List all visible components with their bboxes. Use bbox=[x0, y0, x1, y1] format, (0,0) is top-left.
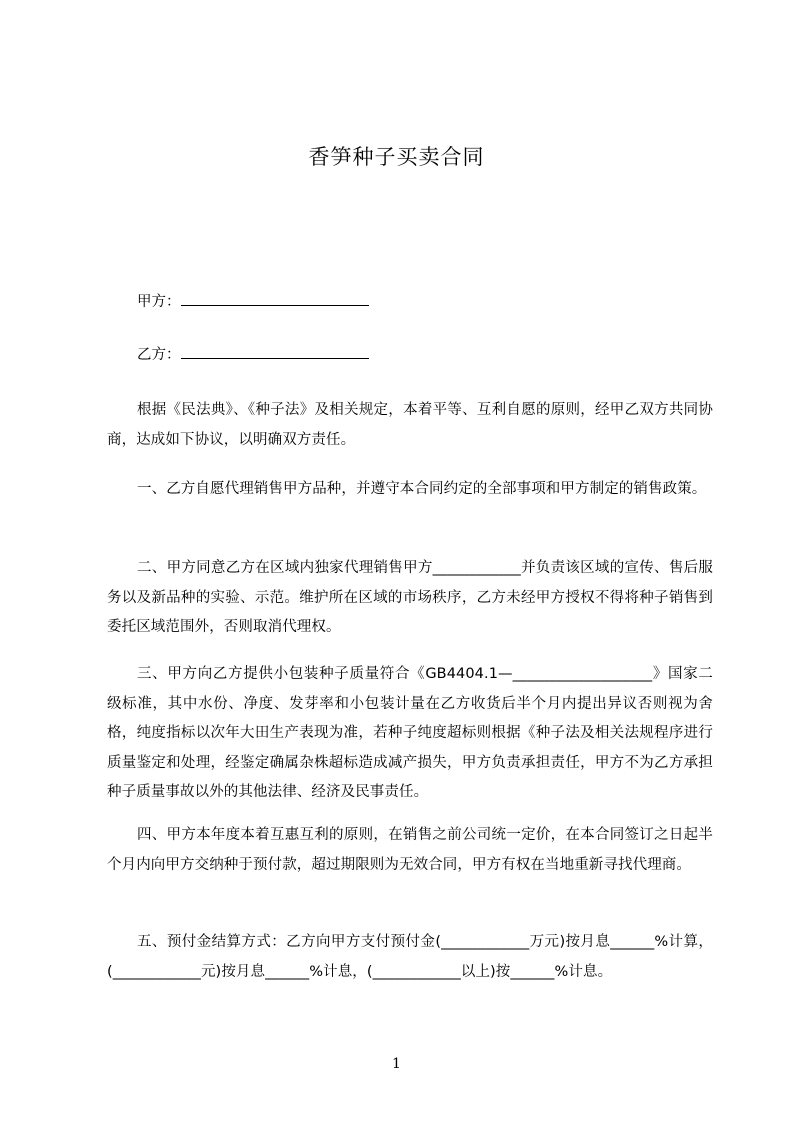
contract-title: 香笋种子买卖合同 bbox=[308, 145, 485, 169]
party-b-blank bbox=[181, 344, 369, 359]
page-number: 1 bbox=[392, 1056, 401, 1072]
clause-5: 五、预付金结算方式：乙方向甲方支付预付金(____________万元)按月息______%计算，(____________元)按月息______%计息，(____________以上)按______%计息。 bbox=[107, 934, 713, 980]
party-a-line bbox=[137, 291, 369, 312]
party-b-label: 乙方： bbox=[137, 347, 181, 363]
clause-4: 四、甲方本年度本着互惠互利的原则，在销售之前公司统一定价，在本合同签订之日起半个月内向甲方交纳种于预付款，超过期限则为无效合同，甲方有权在当地重新寻找代理商。 bbox=[107, 827, 713, 873]
party-a-label: 甲方： bbox=[137, 294, 181, 310]
intro-paragraph: 根据《民法典》、《种子法》及相关规定，本着平等、互利自愿的原则，经甲乙双方共同协商，达成如下协议，以明确双方责任。 bbox=[107, 402, 713, 448]
party-a-blank bbox=[181, 291, 369, 306]
clause-2: 二、甲方同意乙方在区域内独家代理销售甲方____________并负责该区域的宣传、售后服务以及新品种的实验、示范。维护所在区域的市场秩序，乙方未经甲方授权不得将种子销售到委托区域范围外，否则取消代理权。 bbox=[107, 560, 713, 635]
party-b-line bbox=[137, 344, 369, 365]
clause-3: 三、甲方向乙方提供小包装种子质量符合《GB4404.1—___________________》国家二级标准，其中水份、净度、发芽率和小包装计量在乙方收货后半个月内提出异议否则视为舍格，纯度指标以次年大田生产表现为准，若种子纯度超标则根据《种子法及相关法规程序进行质量鉴定和处理，经鉴定确属杂株超标造成减产损失，甲方负责承担责任，甲方不为乙方承担种子质量事故以外的其他法律、经济及民事责任。 bbox=[107, 666, 713, 800]
clause-1: 一、乙方自愿代理销售甲方品种，并遵守本合同约定的全部事项和甲方制定的销售政策。 bbox=[137, 481, 707, 497]
